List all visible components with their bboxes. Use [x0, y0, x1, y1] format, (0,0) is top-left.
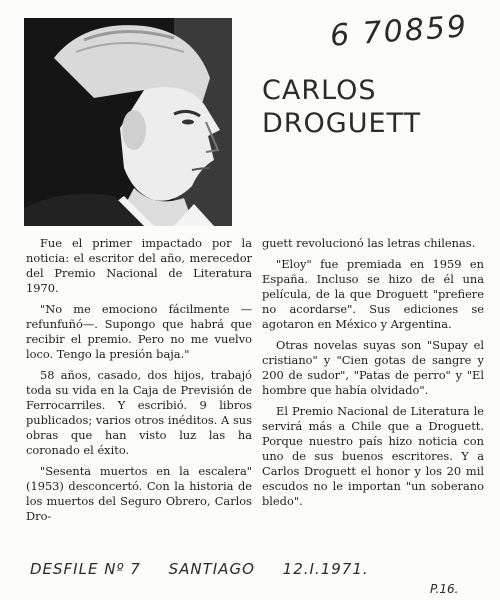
left-paragraph-3: 58 años, casado, dos hijos, trabajó toda su vida en la Caja de Previsión de Ferrocarriles. Y escribió. 9 libros publicados; varios otros inéditos. A sus obras que han visto luz las ha coronado el éxito. — [26, 368, 252, 457]
right-continuation: guett revolucionó las letras chilenas. — [262, 236, 476, 250]
left-column — [26, 236, 252, 530]
left-paragraph-4: "Sesenta muertos en la escalera" (1953) desconcertó. Con la historia de los muertos del Seguro Obrero, Carlos Dro- — [26, 464, 252, 523]
portrait-image — [24, 18, 232, 226]
left-paragraph-1: Fue el primer impactado por la noticia: el escritor del año, merecedor del Premio Nacional de Literatura 1970. — [26, 236, 252, 295]
source-city: SANTIAGO — [168, 560, 255, 578]
author-portrait — [24, 18, 232, 226]
right-column — [262, 236, 484, 515]
source-publication: DESFILE Nº 7 — [30, 560, 141, 578]
source-page: P.16. — [430, 582, 459, 596]
right-paragraph-1: "Eloy" fue premiada en 1959 en España. Incluso se hizo de él una película, de la que Droguett "prefiere no acordarse". Sus ediciones se agotaron en México y Argentina. — [262, 257, 484, 331]
right-paragraph-2: Otras novelas suyas son "Supay el cristiano" y "Cien gotas de sangre y 200 de sudor", "Patas de perro" y "El hombre que había olvidado". — [262, 338, 484, 397]
title-line-1: CARLOS — [262, 75, 377, 106]
right-paragraph-3: El Premio Nacional de Literatura le servirá más a Chile que a Droguett. Porque nuestro país hizo noticia con uno de sus buenos escritores. Y a Carlos Droguett el honor y los 20 mil escudos no le importan "un soberano bledo". — [262, 404, 484, 508]
handwritten-source-note — [30, 560, 391, 578]
source-date: 12.I.1971. — [282, 560, 369, 578]
archive-number: 6 70859 — [328, 9, 470, 54]
article-title — [262, 74, 421, 140]
left-paragraph-2: "No me emociono fácilmente —refunfuñó—. Supongo que habrá que recibir el premio. Pero no me vuelvo loco. Tengo la presión baja." — [26, 302, 252, 361]
title-line-2: DROGUETT — [262, 108, 422, 139]
